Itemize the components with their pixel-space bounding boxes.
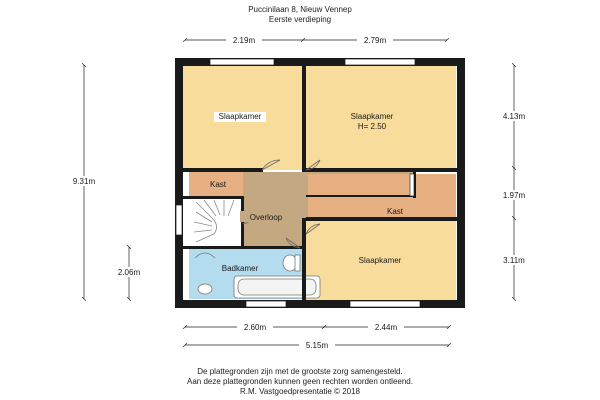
dim-top-right: 2.79m: [363, 36, 387, 45]
dim-top-left: 2.19m: [232, 36, 256, 45]
disclaimer-line-1: De plattegronden zijn met de grootste zorg samengesteld.: [197, 367, 403, 376]
dim-total-height: 9.31m: [72, 177, 96, 186]
label-bedroom-top-right: Slaapkamer: [350, 112, 394, 121]
sliding-door: [410, 174, 414, 196]
dim-left-bottom: 2.06m: [117, 268, 141, 277]
dim-right-middle: 1.97m: [502, 191, 526, 200]
dim-bottom-left: 2.60m: [243, 323, 267, 332]
label-storage-left: Kast: [209, 180, 227, 189]
dim-total-width: 5.15m: [305, 341, 329, 350]
label-bedroom-top-left: Slaapkamer: [218, 112, 262, 121]
label-storage-right: Kast: [386, 207, 404, 216]
dim-right-bottom: 3.11m: [503, 256, 525, 265]
label-bathroom: Badkamer: [221, 264, 259, 273]
label-bedroom-bottom-right: Slaapkamer: [358, 256, 402, 265]
dim-bottom-right: 2.44m: [374, 323, 398, 332]
window-stair: [176, 205, 182, 235]
window-bottom-right: [350, 301, 420, 307]
sink: [198, 284, 212, 294]
label-landing: Overloop: [249, 213, 283, 222]
window-bathroom: [246, 301, 286, 307]
floor-title: Eerste verdieping: [268, 15, 332, 24]
disclaimer-line-2: Aan deze plattegronden kunnen geen rechten worden ontleend.: [187, 377, 413, 386]
copyright-line: R.M. Vastgoedpresentatie © 2018: [239, 387, 361, 396]
label-bedroom-height: H= 2.50: [357, 122, 387, 131]
window-top-left: [210, 59, 274, 65]
window-top-right: [345, 59, 415, 65]
dim-right-top: 4.13m: [502, 112, 526, 121]
address-title: Puccinilaan 8, Nieuw Vennep: [248, 5, 352, 14]
